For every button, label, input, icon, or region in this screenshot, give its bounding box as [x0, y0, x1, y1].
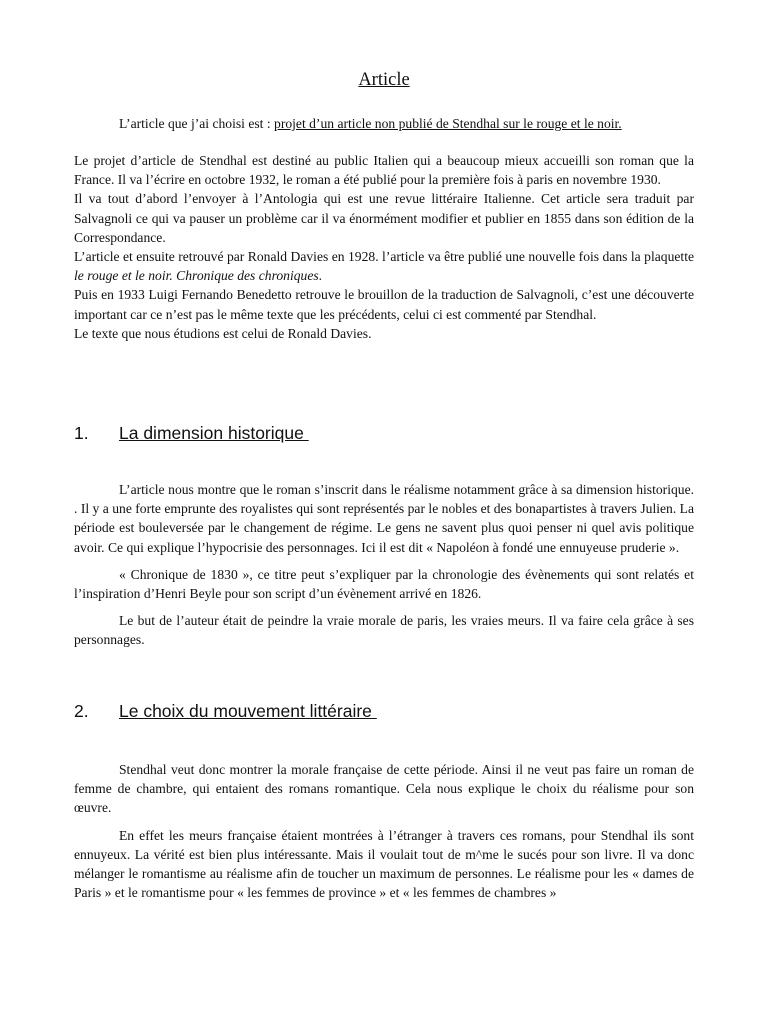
- section-1-number: 1.: [74, 423, 89, 443]
- section-1-paragraph-1: L’article nous montre que le roman s’inscrit dans le réalisme notamment grâce à sa dimension historique. . Il y a une forte emprunte des royalistes qui sont représentés par le nobles et des bonapartistes à travers Julien. La période est bouleversée par le changement de régime. Le gens ne savent plus quoi penser ni quel avis politique avoir. Ce qui explique l’hypocrisie des personnages. Ici il est dit « Napoléon à fondé une ennuyeuse pruderie ».: [74, 482, 694, 555]
- section-1-heading: [74, 422, 694, 444]
- section-2-heading: [74, 700, 694, 722]
- preamble-paragraph-4: Puis en 1933 Luigi Fernando Benedetto retrouve le brouillon de la traduction de Salvagnoli, c’est une découverte important car ce n’est pas le même texte que les précédents, celui ci est commenté par Stendhal.: [74, 287, 694, 322]
- preamble-paragraph-5: Le texte que nous étudions est celui de Ronald Davies.: [74, 325, 372, 341]
- section-2-number: 2.: [74, 701, 89, 721]
- section-1-title: La dimension historique: [119, 423, 309, 443]
- section-1-paragraph-2: « Chronique de 1830 », ce titre peut s’expliquer par la chronologie des évènements qui sont relatés et l’inspiration d’Henri Beyle pour son script d’un évènement arrivé en 1826.: [74, 566, 694, 602]
- preamble: [74, 151, 694, 343]
- document-title: Article: [358, 70, 410, 90]
- section-1-paragraph-3: Le but de l’auteur était de peindre la vraie morale de paris, les vraies meurs. Il va faire cela grâce à ses personnages.: [74, 613, 694, 648]
- intro-prefix: L’article que j’ai choisi est :: [119, 116, 275, 131]
- intro-line: [119, 114, 622, 133]
- preamble-paragraph-3: [74, 247, 694, 285]
- preamble-p3-end: .: [318, 268, 323, 284]
- section-1-body: [74, 480, 694, 650]
- preamble-paragraph-2: Il va tout d’abord l’envoyer à l’Antologia qui est une revue littéraire Italienne. Cet article sera traduit par Salvagnoli ce qui va pauser un problème car il va énormément modifier et publier en 1855 dans son édition de la Correspondance.: [74, 191, 694, 245]
- preamble-p3-italic-title: le rouge et le noir. Chronique des chroniques: [74, 268, 319, 284]
- intro-subject: projet d’un article non publié de Stendhal sur le rouge et le noir.: [274, 116, 622, 131]
- section-2-paragraph-1: Stendhal veut donc montrer la morale française de cette période. Ainsi il ne veut pas faire un roman de femme de chambre, qui entaient des romans romantique. Cela nous explique le choix du réalisme pour son œuvre.: [74, 762, 694, 816]
- section-2-title: Le choix du mouvement littéraire: [119, 701, 377, 721]
- section-2-body: [74, 760, 694, 902]
- preamble-paragraph-1: Le projet d’article de Stendhal est destiné au public Italien qui a beaucoup mieux accueilli son roman que la France. Il va l’écrire en octobre 1932, le roman a été publié pour la première fois à paris en novembre 1930.: [74, 153, 694, 188]
- preamble-p3-text: L’article et ensuite retrouvé par Ronald Davies en 1928. l’article va être publié une nouvelle fois dans la plaquette: [74, 249, 694, 265]
- section-2-paragraph-2: En effet les meurs française étaient montrées à l’étranger à travers ces romans, pour Stendhal ils sont ennuyeux. La vérité est bien plus intéressante. Mais il voulait tout de m^me le sucés pour son livre. Il va donc mélanger le romantisme au réalisme afin de toucher un maximum de personnes. Le réalisme pour les « dames de Paris » et le romantisme pour « les femmes de province » et « les femmes de chambres »: [74, 827, 694, 901]
